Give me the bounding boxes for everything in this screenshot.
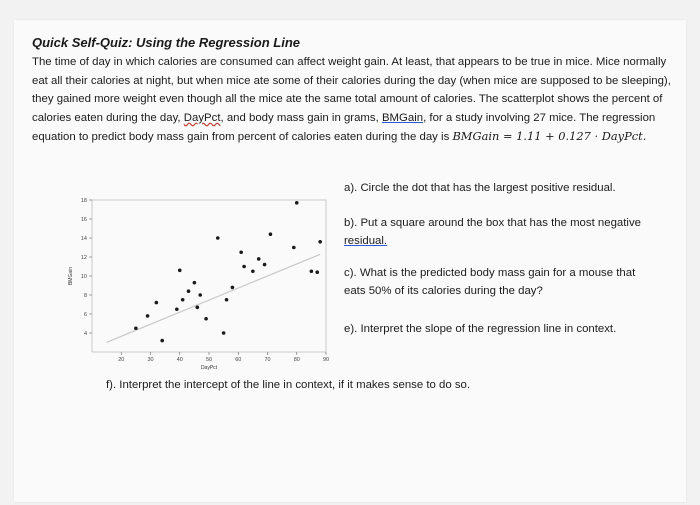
- paragraph-text-1: The time of day in which calories are consumed can affect weight gain. At least, that appears to be true in mice. Mice normally eat all their calories at night, but when mice ate some of their calories during the day (when mice are supposed to be sleeping), they gained more weight even though all the mice ate the same total amount of calories. The scatterplot shows the percent of calories eaten during the day,: [32, 56, 671, 124]
- x-tick-label: 30: [147, 357, 154, 363]
- data-point: [178, 269, 182, 273]
- y-axis-label: BMGain: [68, 266, 74, 286]
- x-tick-label: 60: [235, 357, 242, 363]
- x-tick-label: 80: [293, 357, 300, 363]
- data-point: [292, 246, 296, 250]
- question-b-text: b). Put a square around the box that has the most negative: [344, 217, 641, 229]
- y-tick-label: 10: [80, 274, 87, 280]
- data-point: [155, 301, 159, 305]
- x-tick-label: 40: [176, 357, 183, 363]
- quiz-title: Quick Self-Quiz: Using the Regression Line: [32, 35, 300, 50]
- data-point: [204, 317, 208, 321]
- x-tick-label: 20: [118, 357, 125, 363]
- x-axis-label: DayPct: [200, 365, 218, 371]
- question-b: [344, 214, 644, 250]
- problem-paragraph: [32, 53, 677, 147]
- data-point: [225, 298, 229, 302]
- data-point: [239, 250, 243, 254]
- plot-frame: [92, 200, 326, 352]
- paragraph-text-2: , and body mass gain in grams,: [220, 111, 382, 124]
- x-tick-label: 70: [264, 357, 271, 363]
- data-point: [134, 326, 138, 330]
- y-tick-label: 16: [80, 217, 87, 223]
- data-point: [295, 201, 299, 205]
- data-point: [242, 265, 246, 269]
- y-tick-label: 14: [80, 236, 87, 242]
- scatterplot: [34, 188, 334, 384]
- question-f: f). Interpret the intercept of the line in context, if it makes sense to do so.: [106, 379, 471, 391]
- worksheet-page: [14, 20, 686, 502]
- paragraph-text-3: , for a study involving 27 mice. The regression equation to predict body mass gain from percent of calories eaten during the day is: [32, 111, 656, 144]
- data-point: [175, 307, 179, 311]
- data-point: [181, 298, 185, 302]
- residual-term: residual.: [344, 235, 388, 247]
- data-point: [251, 269, 255, 273]
- data-point: [269, 232, 273, 236]
- daypct-term: DayPct: [183, 111, 221, 124]
- regression-equation: BMGain = 1.11 + 0.127 · DayPct.: [452, 129, 647, 144]
- data-point: [315, 270, 319, 274]
- plot-axes: [92, 200, 326, 352]
- data-point: [198, 293, 202, 297]
- data-point: [187, 289, 191, 293]
- y-tick-label: 18: [80, 198, 87, 204]
- data-point: [216, 236, 220, 240]
- question-e: e). Interpret the slope of the regression line in context.: [344, 323, 617, 335]
- data-point: [257, 257, 261, 261]
- data-point: [310, 269, 314, 273]
- x-tick-label: 90: [322, 357, 330, 363]
- y-tick-label: 6: [83, 312, 87, 318]
- data-point: [146, 314, 150, 318]
- data-point: [196, 306, 200, 310]
- plot-points: [134, 201, 322, 342]
- data-point: [318, 240, 322, 244]
- question-c: c). What is the predicted body mass gain for a mouse that eats 50% of its calories during the day?: [344, 267, 636, 297]
- y-tick-label: 4: [83, 331, 87, 337]
- regression-line: [107, 254, 321, 342]
- y-tick-label: 8: [83, 293, 87, 299]
- data-point: [222, 331, 226, 335]
- data-point: [231, 286, 235, 290]
- data-point: [263, 263, 267, 267]
- y-tick-label: 12: [80, 255, 87, 261]
- x-tick-label: 50: [205, 357, 213, 363]
- bmgain-term: BMGain: [381, 111, 424, 124]
- data-point: [193, 281, 197, 285]
- data-point: [160, 339, 164, 343]
- question-a: a). Circle the dot that has the largest positive residual.: [344, 182, 616, 194]
